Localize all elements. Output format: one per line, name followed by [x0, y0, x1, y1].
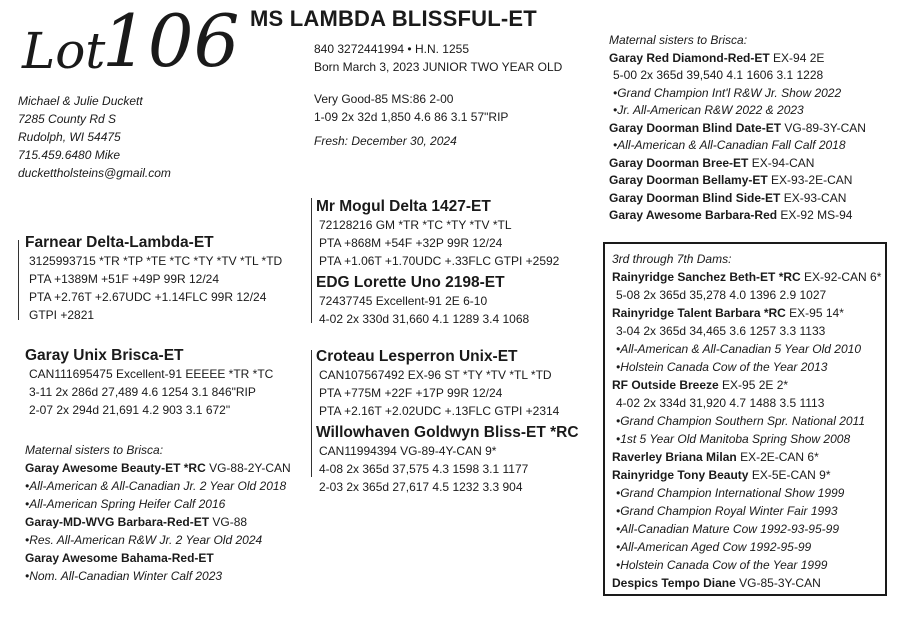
sister-entry: Garay Doorman Bree-ET EX-94-CAN	[609, 155, 815, 170]
consignor-name: Michael & Julie Duckett	[18, 94, 143, 108]
dam-note: •All-American Aged Cow 1992-95-99	[616, 540, 812, 554]
sd-name: EDG Lorette Uno 2198-ET	[316, 274, 505, 291]
dam-record: 5-08 2x 365d 35,278 4.0 1396 2.9 1027	[616, 288, 827, 302]
lot-word: Lot	[22, 22, 106, 80]
sister-entry: Garay Awesome Barbara-Red EX-92 MS-94	[609, 208, 853, 222]
dam-record: 4-02 2x 334d 31,920 4.7 1488 3.5 1113	[616, 396, 825, 410]
dam-note: •Holstein Canada Cow of the Year 1999	[616, 558, 828, 572]
right-sisters-header: Maternal sisters to Brisca:	[609, 33, 748, 47]
sire-line-4: GTPI +2821	[29, 308, 95, 322]
dam-name: Garay Unix Brisca-ET	[25, 347, 184, 364]
ds-line-2: PTA +775M +22F +17P 99R 12/24	[319, 386, 503, 400]
dam-note: •Holstein Canada Cow of the Year 2013	[616, 360, 828, 374]
sister-entry: Garay Awesome Beauty-ET *RC VG-88-2Y-CAN	[25, 461, 291, 475]
dam-line-1: CAN111695475 Excellent-91 EEEEE *TR *TC	[29, 367, 274, 381]
sister-entry: Garay Doorman Blind Side-ET EX-93-CAN	[609, 190, 847, 205]
dam-note: •1st 5 Year Old Manitoba Spring Show 2008	[616, 432, 851, 446]
sister-entry: Garay-MD-WVG Barbara-Red-ET VG-88	[25, 515, 248, 529]
sister-record: 5-00 2x 365d 39,540 4.1 1606 3.1 1228	[613, 68, 824, 82]
sister-note: •All-American & All-Canadian Jr. 2 Year Old 2018	[25, 479, 287, 493]
sister-note: •Res. All-American R&W Jr. 2 Year Old 2024	[25, 533, 263, 547]
ds-name: Croteau Lesperron Unix-ET	[316, 348, 518, 365]
sister-entry: Garay Doorman Bellamy-ET EX-93-2E-CAN	[609, 173, 853, 187]
sd-block	[316, 274, 529, 328]
record: 1-09 2x 32d 1,850 4.6 86 3.1 57"RIP	[314, 110, 509, 124]
animal-title: MS LAMBDA BLISSFUL-ET	[250, 6, 537, 31]
birth-date: Born March 3, 2023 JUNIOR TWO YEAR OLD	[314, 60, 563, 74]
dam-entry: Rainyridge Talent Barbara *RC EX-95 14*	[612, 306, 844, 320]
sire-line-3: PTA +2.76T +2.67UDC +1.14FLC 99R 12/24	[29, 290, 267, 304]
sister-entry: Garay Awesome Bahama-Red-ET	[25, 551, 214, 565]
dam-entry: Raverley Briana Milan EX-2E-CAN 6*	[612, 450, 819, 464]
lot-number	[22, 0, 240, 86]
dam-entry: Despics Tempo Diane VG-85-3Y-CAN	[612, 576, 821, 590]
sister-note: •All-American Spring Heifer Calf 2016	[25, 497, 226, 511]
ds-line-1: CAN107567492 EX-96 ST *TY *TV *TL *TD	[319, 368, 552, 382]
left-sisters	[25, 441, 291, 585]
reg-number: 840 3272441994 • H.N. 1255	[314, 42, 469, 56]
sister-note: •Grand Champion Int'l R&W Jr. Show 2022	[613, 85, 842, 100]
sd-line-1: 72437745 Excellent-91 2E 6-10	[319, 294, 488, 308]
dam-note: •Grand Champion International Show 1999	[616, 486, 845, 500]
dd-block	[316, 424, 579, 496]
sister-note: •Jr. All-American R&W 2022 & 2023	[613, 103, 804, 117]
sire-name: Farnear Delta-Lambda-ET	[25, 234, 214, 251]
fresh-date: Fresh: December 30, 2024	[314, 134, 457, 148]
sd-line-2: 4-02 2x 330d 31,660 4.1 1289 3.4 1068	[319, 312, 530, 326]
dam-note: •Grand Champion Southern Spr. National 2011	[616, 414, 866, 428]
consignor-phone: 715.459.6480 Mike	[18, 148, 121, 162]
dam-entry: RF Outside Breeze EX-95 2E 2*	[612, 378, 789, 392]
sister-entry: Garay Red Diamond-Red-ET EX-94 2E	[609, 50, 825, 65]
ds-block	[316, 348, 559, 420]
dam-note: •All-American & All-Canadian 5 Year Old 2010	[616, 342, 861, 356]
consignor-city: Rudolph, WI 54475	[18, 130, 121, 144]
consignor-address: 7285 County Rd S	[18, 112, 117, 126]
classification: Very Good-85 MS:86 2-00	[314, 92, 454, 106]
ss-bracket	[311, 198, 312, 323]
consignor-email[interactable]: duckettholsteins@gmail.com	[18, 166, 171, 180]
ds-bracket	[311, 350, 312, 477]
sister-note: •Nom. All-Canadian Winter Calf 2023	[25, 569, 223, 583]
dams-header: 3rd through 7th Dams:	[612, 252, 732, 266]
consignor	[18, 92, 171, 182]
sire-block	[25, 234, 282, 324]
ss-line-2: PTA +868M +54F +32P 99R 12/24	[319, 236, 503, 250]
ss-block	[316, 198, 559, 270]
dd-line-2: 4-08 2x 365d 37,575 4.3 1598 3.1 1177	[319, 462, 529, 476]
dam-note: •All-Canadian Mature Cow 1992-93-95-99	[616, 522, 839, 536]
dd-name: Willowhaven Goldwyn Bliss-ET *RC	[316, 424, 579, 441]
dam-line-3: 2-07 2x 294d 21,691 4.2 903 3.1 672"	[29, 403, 231, 417]
left-sisters-header: Maternal sisters to Brisca:	[25, 443, 164, 457]
dam-entry: Rainyridge Tony Beauty EX-5E-CAN 9*	[612, 468, 831, 482]
dams-box	[603, 242, 887, 596]
dam-line-2: 3-11 2x 286d 27,489 4.6 1254 3.1 846"RIP	[29, 385, 256, 399]
ss-line-1: 72128216 GM *TR *TC *TY *TV *TL	[319, 218, 512, 232]
sire-line-1: 3125993715 *TR *TP *TE *TC *TY *TV *TL *TD	[29, 254, 283, 268]
dam-record: 3-04 2x 365d 34,465 3.6 1257 3.3 1133	[616, 324, 826, 338]
id-info	[314, 40, 562, 150]
lot-digits: 106	[102, 0, 240, 83]
ss-name: Mr Mogul Delta 1427-ET	[316, 198, 491, 215]
sister-note: •All-American & All-Canadian Fall Calf 2018	[613, 138, 846, 152]
sire-bracket	[18, 240, 19, 320]
ds-line-3: PTA +2.16T +2.02UDC +.13FLC GTPI +2314	[319, 404, 560, 418]
dd-line-1: CAN11994394 VG-89-4Y-CAN 9*	[319, 444, 497, 458]
dd-line-3: 2-03 2x 365d 27,617 4.5 1232 3.3 904	[319, 480, 523, 494]
right-sisters	[609, 32, 866, 225]
ss-line-3: PTA +1.06T +1.70UDC +.33FLC GTPI +2592	[319, 254, 560, 268]
sire-line-2: PTA +1389M +51F +49P 99R 12/24	[29, 272, 220, 286]
dam-block	[25, 347, 273, 419]
dam-entry: Rainyridge Sanchez Beth-ET *RC EX-92-CAN 6*	[612, 270, 882, 284]
sister-entry: Garay Doorman Blind Date-ET VG-89-3Y-CAN	[609, 120, 866, 135]
dam-note: •Grand Champion Royal Winter Fair 1993	[616, 504, 838, 518]
